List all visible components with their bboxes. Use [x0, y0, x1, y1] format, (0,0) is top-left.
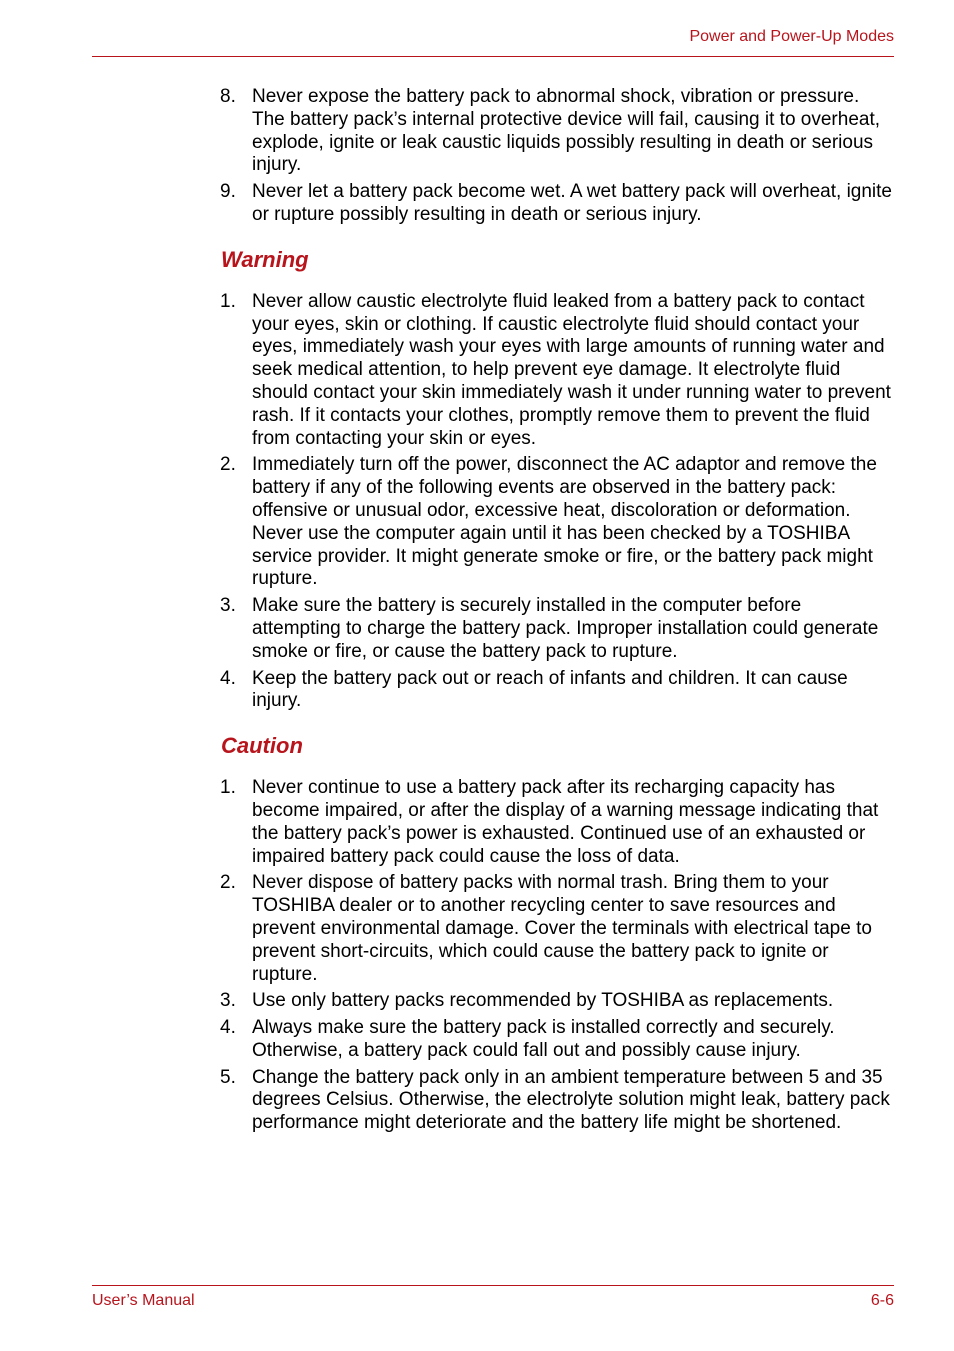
- list-item: [218, 668, 894, 714]
- item-text: Use only battery packs recommended by TOSHIBA as replacements.: [252, 990, 834, 1012]
- item-number: 1.: [220, 290, 236, 312]
- list-item: [218, 86, 894, 177]
- item-number: 9.: [220, 181, 236, 203]
- item-number: 4.: [220, 1017, 236, 1039]
- list-item: [218, 1017, 894, 1063]
- item-text: Never allow caustic electrolyte fluid leaked from a battery pack to contact your eyes, skin or clothing. If caustic electrolyte fluid should contact your eyes, immediately wash your eyes with large amounts of running water and seek medical attention, to help prevent eye damage. It electrolyte fluid should contact your skin immediately wash it under running water to prevent rash. If it contacts your clothes, promptly remove them to prevent the fluid from contacting your skin or eyes.: [252, 290, 891, 449]
- list-item: [218, 1067, 894, 1135]
- item-number: 5.: [220, 1066, 236, 1088]
- page-number: 6-6: [870, 1292, 894, 1309]
- item-text: Never expose the battery pack to abnormal shock, vibration or pressure. The battery pack’s internal protective device will fail, causing it to overheat, explode, ignite or leak caustic liquids possibly resulting in death or serious injury.: [252, 86, 881, 176]
- item-text: Never let a battery pack become wet. A wet battery pack will overheat, ignite or rupture possibly resulting in death or serious injury.: [252, 181, 892, 225]
- warning-heading: Warning: [221, 246, 309, 272]
- item-number: 8.: [220, 86, 236, 107]
- footer-rule: [92, 1285, 894, 1286]
- item-number: 1.: [220, 777, 236, 799]
- item-text: Change the battery pack only in an ambient temperature between 5 and 35 degrees Celsius. Otherwise, the electrolyte solution might leak, battery pack performance might deteriorate and the battery life might be shortened.: [252, 1066, 890, 1134]
- list-item: [218, 291, 894, 451]
- item-text: Immediately turn off the power, disconnect the AC adaptor and remove the battery if any of the following events are observed in the battery pack: offensive or unusual odor, excessive heat, discoloration or deformation. Never use the computer again until it has been checked by a TOSHIBA service provider. It might generate smoke or fire, or the battery pack might rupture.: [252, 454, 877, 590]
- item-text: Always make sure the battery pack is installed correctly and securely. Otherwise, a battery pack could fall out and possibly cause injury.: [252, 1017, 835, 1061]
- item-text: Make sure the battery is securely installed in the computer before attempting to charge the battery pack. Improper installation could generate smoke or fire, or cause the battery pack to rupture.: [252, 595, 879, 662]
- caution-list: [218, 777, 894, 1135]
- list-item: [218, 872, 894, 986]
- header-rule: [92, 56, 894, 57]
- item-text: Never continue to use a battery pack after its recharging capacity has become impaired, or after the display of a warning message indicating that the battery pack’s power is exhausted. Continued use of an exhausted or impaired battery pack could cause the loss of data.: [252, 777, 879, 867]
- item-text: Never dispose of battery packs with normal trash. Bring them to your TOSHIBA dealer or to another recycling center to save resources and prevent environmental damage. Cover the terminals with electrical tape to prevent short-circuits, which could cause the battery pack to ignite or rupture.: [252, 872, 872, 985]
- list-item: [218, 181, 894, 227]
- intro-list: [218, 86, 894, 227]
- list-item: [218, 990, 894, 1013]
- warning-list: [218, 291, 894, 713]
- item-number: 2.: [220, 454, 236, 476]
- item-number: 2.: [220, 872, 236, 894]
- footer-manual-title: User’s Manual: [92, 1292, 195, 1309]
- item-text: Keep the battery pack out or reach of infants and children. It can cause injury.: [252, 667, 848, 712]
- item-number: 3.: [220, 595, 236, 617]
- list-item: [218, 595, 894, 663]
- caution-heading: Caution: [221, 733, 303, 759]
- list-item: [218, 777, 894, 868]
- running-header-title: Power and Power-Up Modes: [689, 28, 894, 45]
- page-content: [218, 86, 894, 1139]
- list-item: [218, 454, 894, 591]
- item-number: 4.: [220, 667, 236, 689]
- item-number: 3.: [220, 990, 236, 1012]
